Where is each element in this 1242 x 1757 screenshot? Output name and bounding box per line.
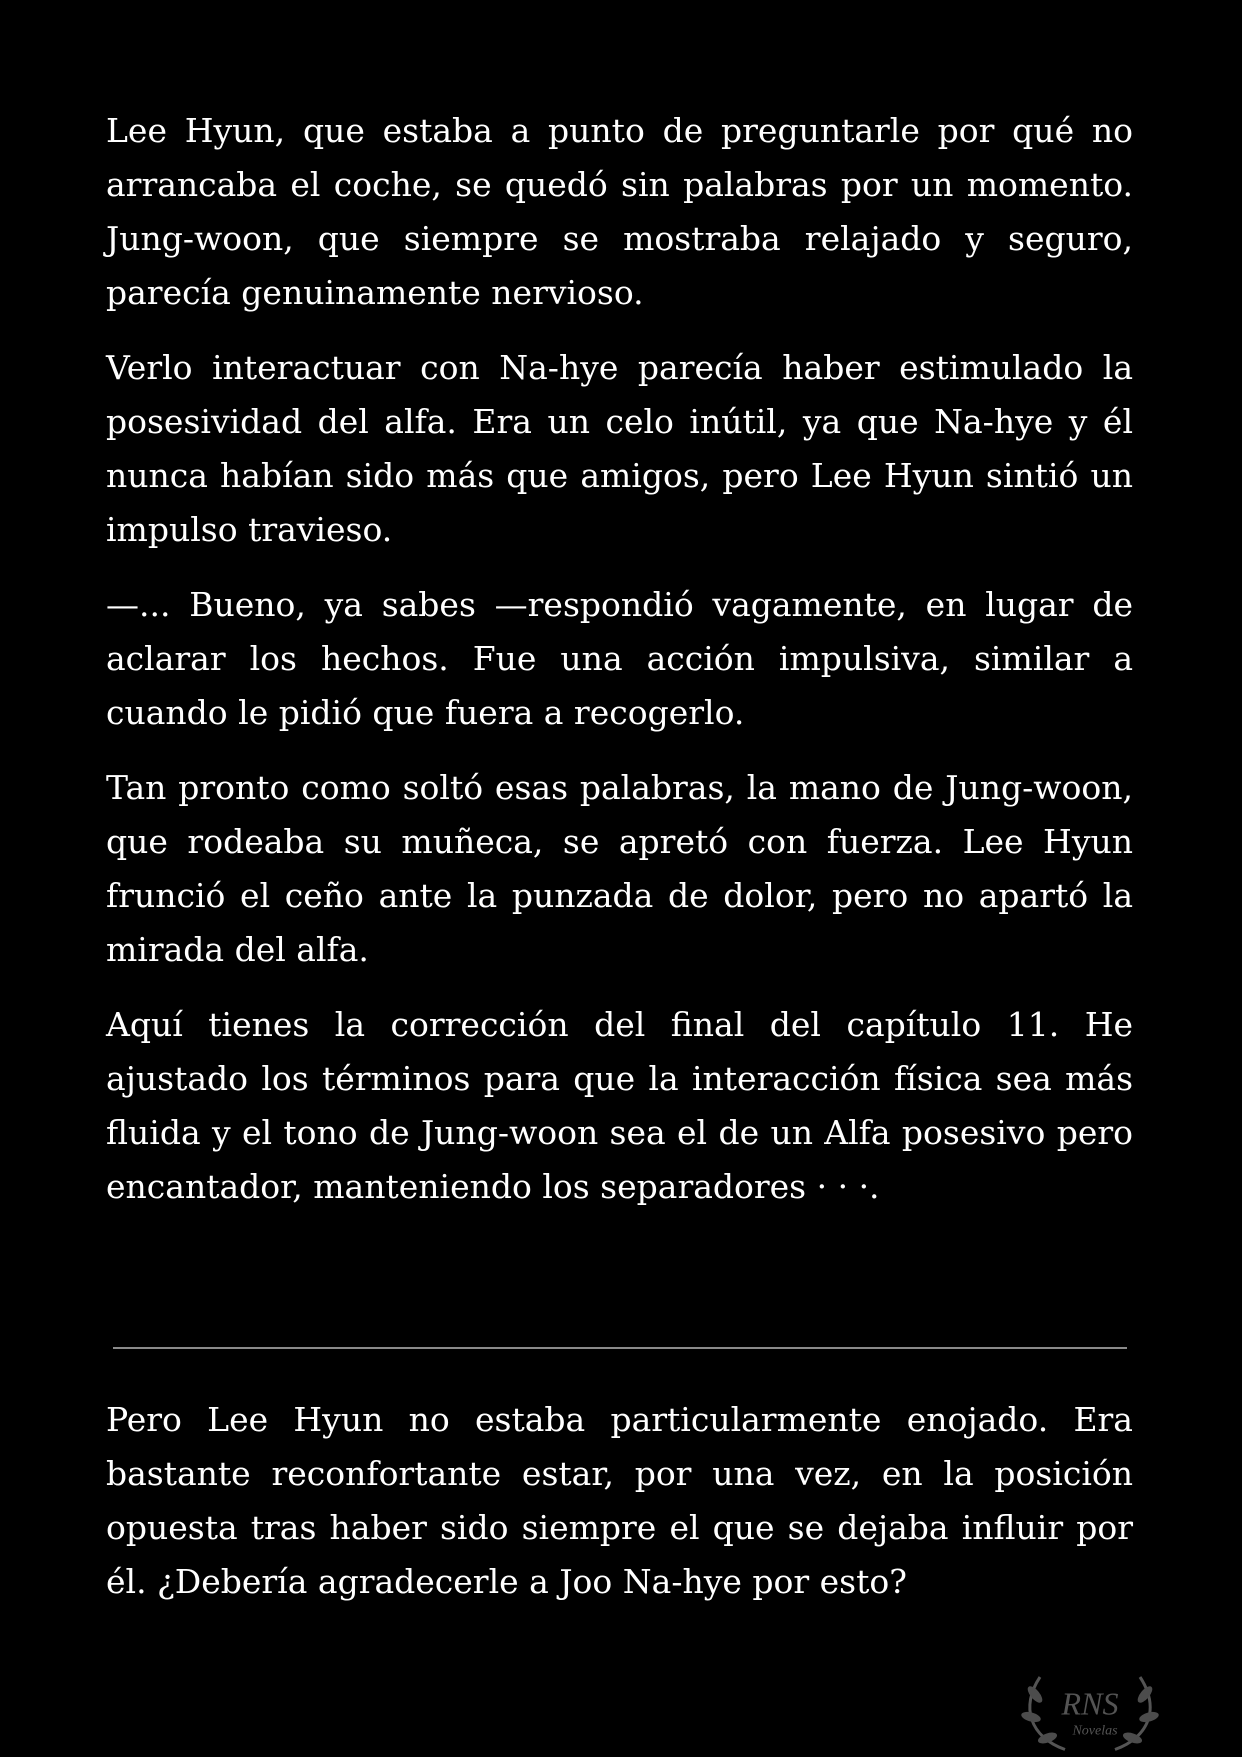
paragraph: Lee Hyun, que estaba a punto de preguntarle por qué no arrancaba el coche, se quedó sin palabras por un momento. Jung-woon, que siempre se mostraba relajado y seguro, parecía genuinamente nervioso. xyxy=(106,111,1133,312)
paragraph: Aquí tienes la corrección del final del capítulo 11. He ajustado los términos para que la interacción física sea más fluida y el tono de Jung-woon sea el de un Alfa posesivo pero encantador, manteniendo los separadores · · ·. xyxy=(106,1005,1133,1206)
watermark-brand: RNS xyxy=(1061,1685,1119,1722)
paragraph: —... Bueno, ya sabes —respondió vagamente, en lugar de aclarar los hechos. Fue una acción impulsiva, similar a cuando le pidió que fuera a recogerlo. xyxy=(106,585,1133,732)
paragraph: Tan pronto como soltó esas palabras, la mano de Jung-woon, que rodeaba su muñeca, se apretó con fuerza. Lee Hyun frunció el ceño ante la punzada de dolor, pero no apartó la mirada del alfa. xyxy=(106,768,1133,969)
watermark-sub: Novelas xyxy=(1072,1723,1118,1739)
watermark-logo xyxy=(1010,1672,1170,1752)
paragraph: Pero Lee Hyun no estaba particularmente enojado. Era bastante reconfortante estar, por una vez, en la posición opuesta tras haber sido siempre el que se dejaba influir por él. ¿Debería agradecerle a Joo Na-hye por esto? xyxy=(106,1400,1133,1601)
chapter-text xyxy=(106,104,1133,1235)
section-divider xyxy=(113,1347,1127,1349)
chapter-text-continued xyxy=(106,1393,1133,1630)
paragraph: Verlo interactuar con Na-hye parecía haber estimulado la posesividad del alfa. Era un celo inútil, ya que Na-hye y él nunca habían sido más que amigos, pero Lee Hyun sintió un impulso travieso. xyxy=(106,348,1133,549)
